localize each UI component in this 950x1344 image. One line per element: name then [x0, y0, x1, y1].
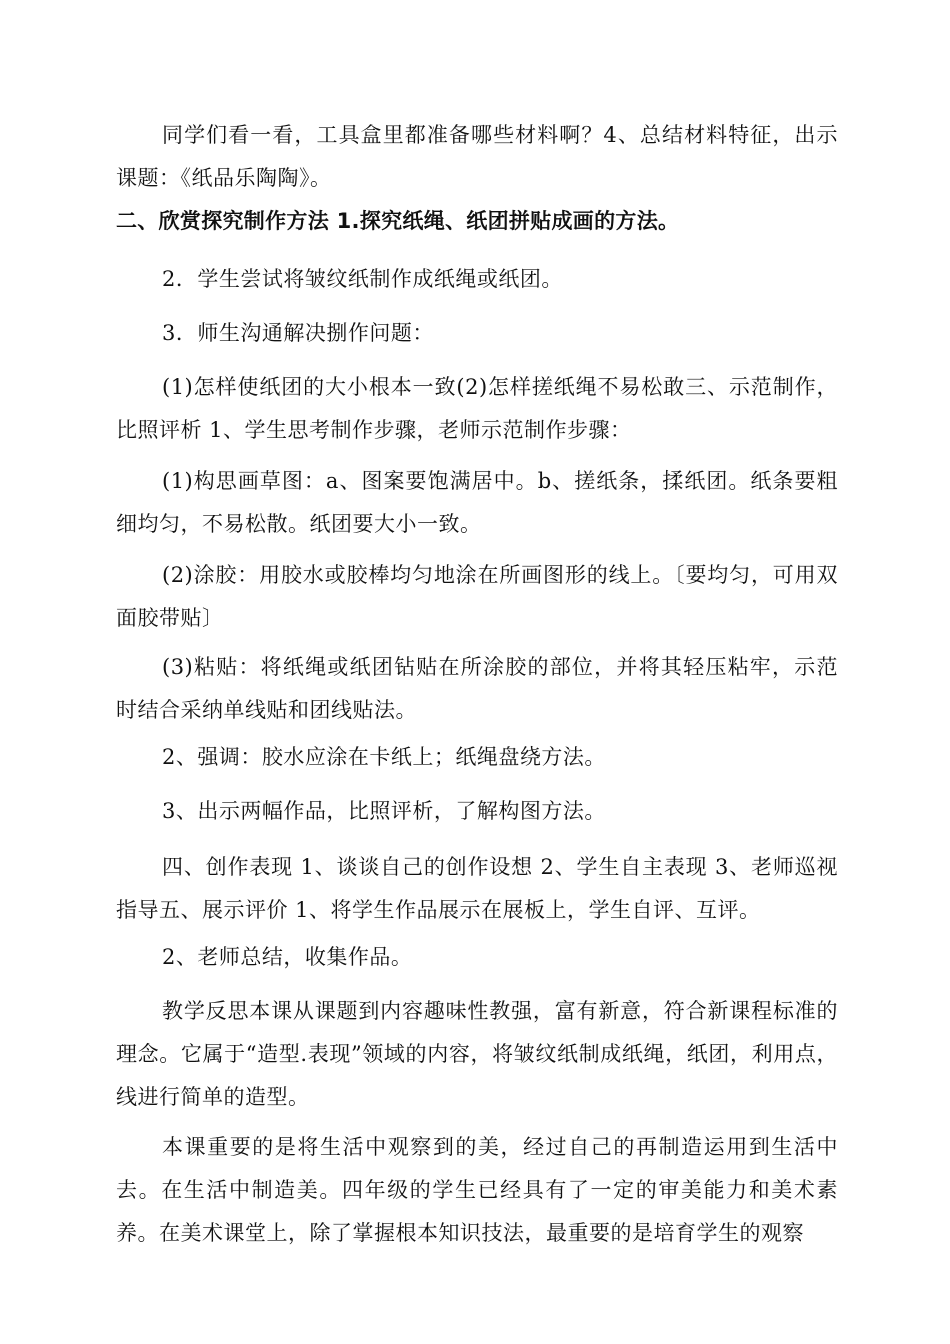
paragraph-step-3: 3．师生沟通解决捌作问题：	[162, 321, 434, 345]
paragraph-emphasis: 2、强调：胶水应涂在卡纸上；纸绳盘绕方法。	[162, 745, 606, 769]
paragraph-step-2: 2．学生尝试将皱纹纸制作成纸绳或纸团。	[162, 267, 563, 291]
paragraph-compare-works: 3、出示两幅作品，比照评析，了解构图方法。	[162, 799, 606, 823]
paragraph-glue: (2)涂胶：用胶水或胶棒均匀地涂在所画图形的线上。〔要均匀，可用双面胶带贴〕	[116, 563, 838, 630]
section-heading-explore-methods: 二、欣赏探究制作方法 1.探究纸绳、纸团拼贴成画的方法。	[116, 209, 680, 233]
paragraph-paste: (3)粘贴：将纸绳或纸团钻贴在所涂胶的部位，并将其轻压粘牢，示范时结合采纳单线贴和团线贴法。	[116, 655, 838, 722]
paragraph-reflection: 教学反思本课从课题到内容趣味性教强，富有新意，符合新课程标准的理念。它属于“造型.表现”领域的内容，将皱纹纸制成纸绳，纸团，利用点，线进行简单的造型。	[116, 999, 838, 1109]
paragraph-beauty-in-life: 本课重要的是将生活中观察到的美，经过自己的再制造运用到生活中去。在生活中制造美。四年级的学生已经具有了一定的审美能力和美术素养。在美术课堂上，除了掌握根本知识技法，最重要的是培育学生的观察	[116, 1135, 838, 1245]
paragraph-questions-demo: (1)怎样使纸团的大小根本一致(2)怎样搓纸绳不易松敢三、示范制作，比照评析 1、学生思考制作步骤，老师示范制作步骤：	[116, 375, 838, 442]
paragraph-sketch: (1)构思画草图：a、图案要饱满居中。b、搓纸条，揉纸团。纸条要粗细均匀，不易松散。纸团要大小一致。	[116, 469, 838, 536]
paragraph-materials-intro: 同学们看一看，工具盒里都准备哪些材料啊？4、总结材料特征，出示课题：《纸品乐陶陶》。	[116, 123, 838, 190]
paragraph-summary: 2、老师总结，收集作品。	[162, 945, 413, 969]
paragraph-create-display: 四、创作表现 1、谈谈自己的创作设想 2、学生自主表现 3、老师巡视指导五、展示评价 1、将学生作品展示在展板上，学生自评、互评。	[116, 855, 838, 922]
